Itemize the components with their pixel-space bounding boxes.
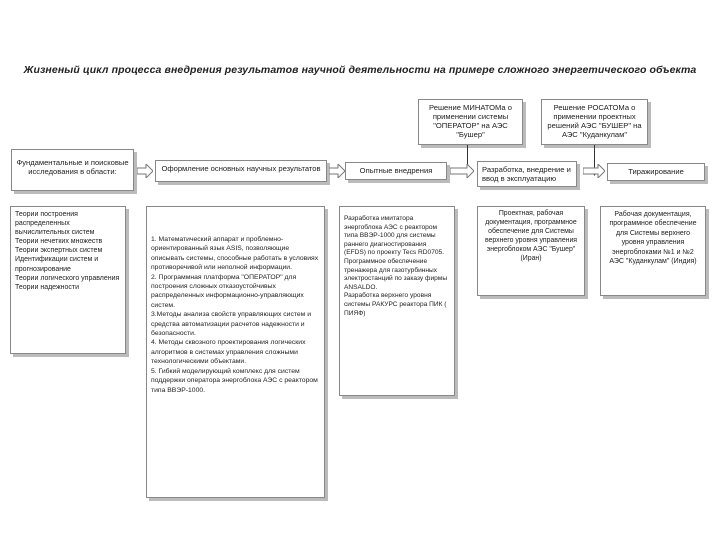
stage-header-replication [607,163,705,181]
list-item: Теории построения распределенных вычислительных систем [15,211,95,237]
diagram-title: Жизненый цикл процесса внедрения результатов научной деятельности на примере сложного энергетического объекта [23,64,697,76]
stage-header-fundamental-text: Фундаментальные и поисковые исследования в области: [16,158,129,176]
list-item: 3.Методы анализа свойств управляющих систем и средства автоматизации расчетов надежности и безопасности. [151,311,312,338]
list-item: Программное обеспечение тренажера для газотурбинных электростанций по заказу фирмы ANSALDO. [344,257,448,291]
list-item: 4. Методы сквозного проектирования логических алгоритмов в системах управления сложными технологическими объектами. [151,339,306,366]
stage-header-development [477,161,577,187]
stage-body-fundamental [10,206,126,354]
list-item: Разработка имитатора энергоблока АЭС с реактором типа ВВЭР-1000 для системы раннего диагностирования (EFDS) по проекту Tecs RD0705. [344,215,445,257]
flow-arrow-2 [329,164,345,178]
decision-rosatom-text: Решение РОСАТОМа о применении проектных решений АЭС "БУШЕР" на АЭС "Куданкулам" [547,103,642,139]
list-item: Теории надежности [15,283,80,291]
list-item: Теории экспертных систем [15,247,103,255]
stage-header-results-text: Оформление основных научных результатов [161,164,321,173]
list-item: Разработка верхнего уровня системы РАКУРС реактора ПИК ( ПИЯФ) [344,292,447,317]
list-item: 1. Математический аппарат и проблемно-ориентированный язык ASIS, позволяющие описывать системы, способные работать в условиях противоречивой или неполной информации. [151,236,319,272]
list-item: Теории нечетких множеств [15,238,103,246]
stage-header-replication-text: Тиражирование [628,167,684,176]
stage-header-pilot-text: Опытные внедрения [359,166,433,175]
list-item: Рабочая документация, программное обеспечение для Системы верхнего уровня управления энергоблоками №1 и №2 АЭС "Куданкулам" (Индия) [609,211,697,266]
list-item: Проектная, рабочая документация, программное обеспечение для Системы верхнего уровня управления энергоблоком АЭС "Бушер" (Иран) [484,210,578,262]
decision-minatom-box [418,99,523,145]
stage-body-development [477,206,585,296]
list-item: Идентификации систем и прогнозирование [15,256,99,273]
stage-body-pilot [339,206,455,396]
list-item: Теории логического управления [15,274,120,282]
list-item: 5. Гибкий моделирующий комплекс для систем поддержки оператора энергоблока АЭС с реактором типа ВВЭР-1000. [151,367,318,394]
stage-header-results [155,160,327,182]
flow-arrow-3 [450,164,474,178]
list-item: 2. Программная платформа "ОПЕРАТОР" для построения сложных отказоустойчивых распределенных информационно-управляющих систем. [151,273,304,309]
stage-header-fundamental [11,149,134,191]
decision-rosatom-box [541,99,648,145]
stage-body-results [146,206,325,498]
flow-arrow-4 [583,164,605,178]
stage-header-pilot [345,162,447,180]
decision-minatom-text: Решение МИНАТОМа о применении системы "ОПЕРАТОР" на АЭС "Бушер" [429,103,512,139]
flow-arrow-1 [137,164,153,178]
stage-body-replication [600,206,706,296]
stage-header-development-text: Разработка, внедрение и ввод в эксплуатацию [482,165,571,183]
